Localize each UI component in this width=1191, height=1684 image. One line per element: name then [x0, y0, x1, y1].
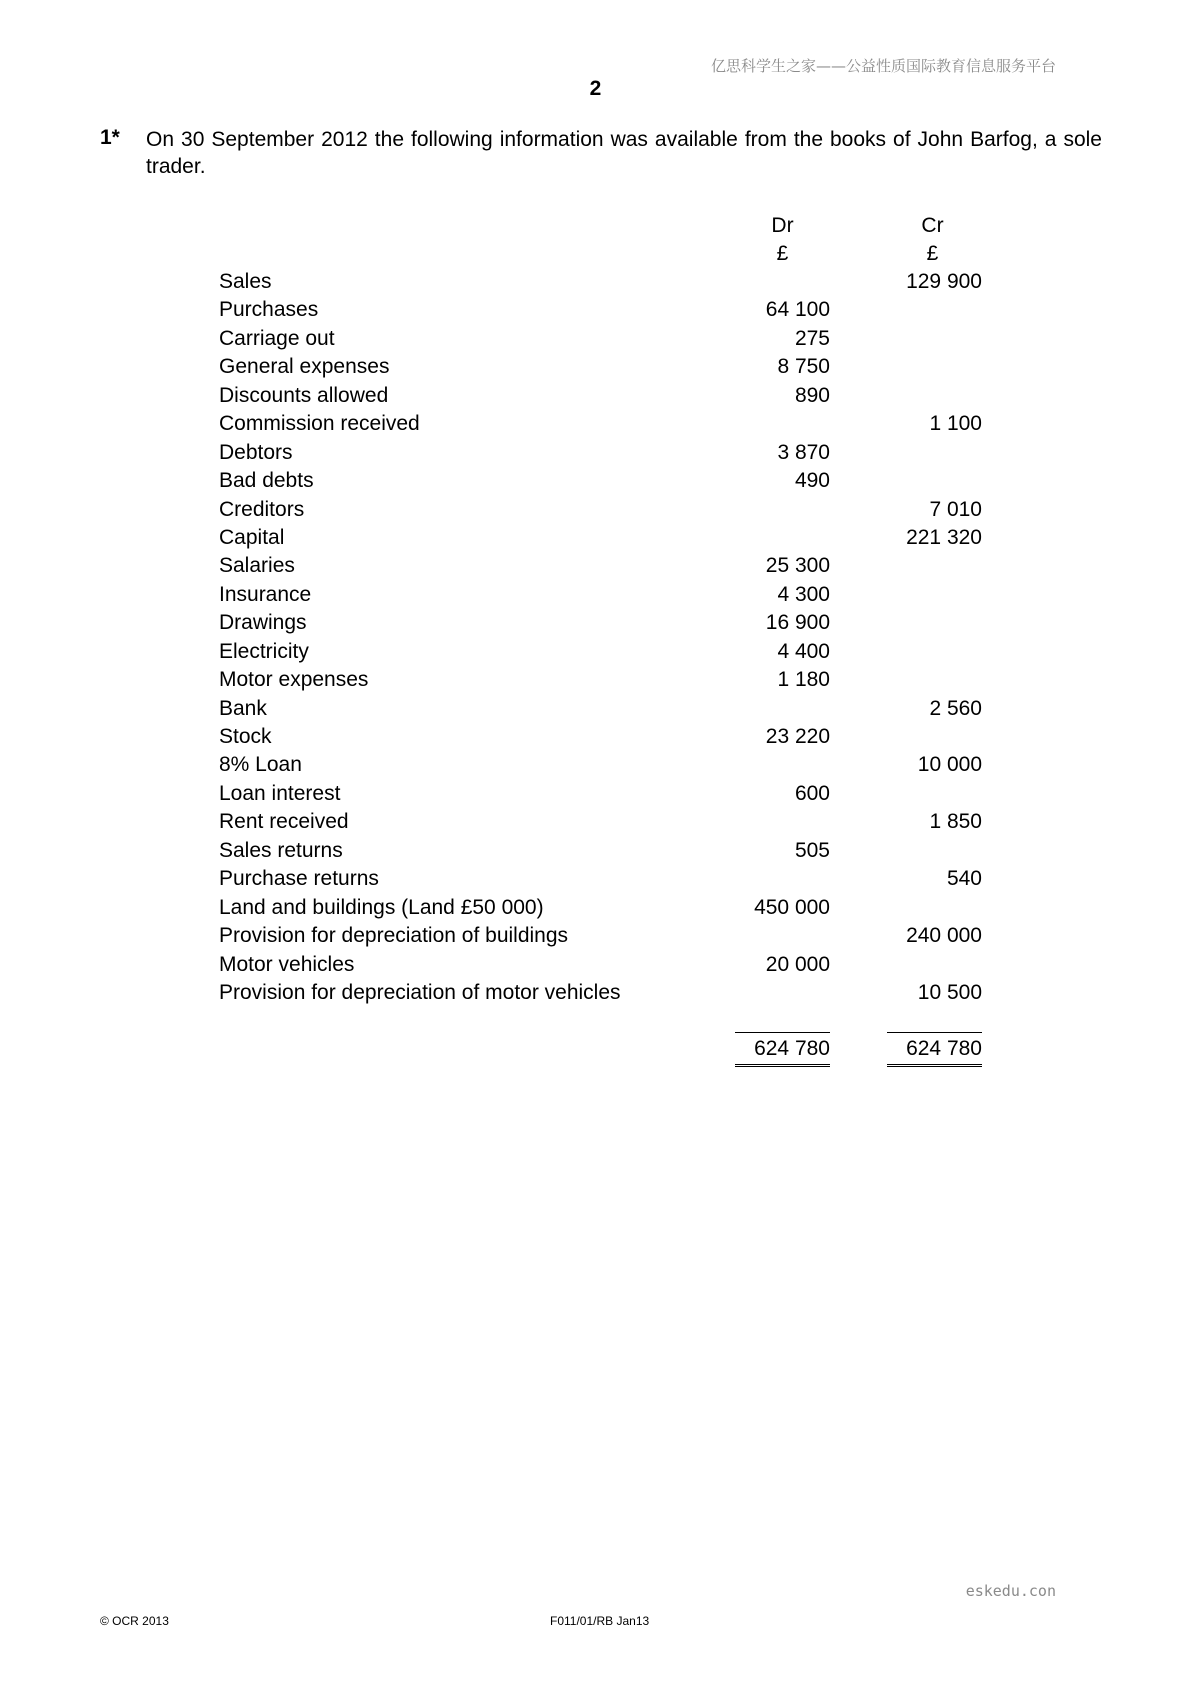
dr-amount: 600 [794, 781, 830, 805]
header-row-units [0, 240, 1191, 268]
dr-amount: 1 180 [777, 668, 830, 692]
account-label: Bank [219, 696, 267, 720]
dr-amount: 4 300 [777, 582, 830, 606]
cr-amount: 540 [946, 867, 982, 891]
table-row [0, 353, 1191, 381]
cr-amount: 1 850 [929, 810, 982, 834]
page-number: 2 [589, 77, 602, 100]
table-row [0, 723, 1191, 751]
table-row [0, 467, 1191, 495]
cr-amount: 2 560 [929, 696, 982, 720]
dr-amount: 490 [794, 469, 830, 493]
question-text: On 30 September 2012 the following information was available from the books of John Barfog, a sole trader. [146, 128, 1102, 178]
dr-amount: 505 [794, 838, 830, 862]
table-row [0, 609, 1191, 637]
account-label: Capital [219, 525, 285, 549]
account-label: Purchases [219, 298, 319, 322]
site-mark: eskedu.con [965, 1582, 1056, 1600]
table-row [0, 894, 1191, 922]
table-row [0, 837, 1191, 865]
cr-amount: 221 320 [906, 525, 982, 549]
account-label: Electricity [219, 639, 309, 663]
account-label: Loan interest [219, 781, 341, 805]
account-label: Stock [219, 725, 272, 748]
dr-amount: 20 000 [765, 952, 830, 976]
table-row [0, 638, 1191, 666]
cr-amount: 129 900 [906, 270, 982, 293]
table-row [0, 552, 1191, 580]
cr-total: 624 780 [887, 1032, 982, 1067]
account-label: Salaries [219, 554, 295, 578]
paper-code: F011/01/RB Jan13 [550, 1614, 650, 1628]
table-row [0, 780, 1191, 808]
account-label: General expenses [219, 355, 390, 379]
account-label: Insurance [219, 582, 312, 606]
table-row [0, 751, 1191, 779]
dr-amount: 23 220 [765, 725, 830, 748]
dr-amount: 16 900 [765, 611, 830, 635]
account-label: Provision for depreciation of buildings [219, 924, 569, 948]
account-label: Debtors [219, 440, 293, 464]
table-row [0, 666, 1191, 694]
account-label: Discounts allowed [219, 383, 389, 407]
question-number: 1* [100, 126, 120, 149]
copyright-text: © OCR 2013 [100, 1614, 169, 1628]
dr-header: Dr [771, 214, 794, 237]
cr-amount: 10 000 [917, 753, 982, 777]
dr-amount: 275 [794, 326, 830, 350]
table-row [0, 951, 1191, 979]
table-row [0, 296, 1191, 324]
cr-amount: 240 000 [906, 924, 982, 948]
cr-amount: 10 500 [917, 980, 982, 1004]
table-row [0, 865, 1191, 893]
table-row [0, 922, 1191, 950]
account-label: Commission received [219, 412, 420, 436]
account-label: Carriage out [219, 326, 335, 350]
account-label: 8% Loan [219, 753, 302, 777]
dr-amount: 4 400 [777, 639, 830, 663]
trial-balance [0, 212, 1191, 1007]
account-label: Motor expenses [219, 668, 369, 692]
table-row [0, 695, 1191, 723]
account-label: Creditors [219, 497, 305, 521]
table-row [0, 268, 1191, 296]
account-label: Provision for depreciation of motor vehicles [219, 980, 621, 1004]
dr-amount: 3 870 [777, 440, 830, 464]
account-label: Land and buildings (Land £50 000) [219, 895, 544, 919]
account-label: Purchase returns [219, 867, 379, 891]
table-row [0, 382, 1191, 410]
header-row-sides [0, 212, 1191, 240]
account-label: Rent received [219, 810, 349, 834]
totals-row [0, 1032, 1191, 1062]
dr-amount: 64 100 [765, 298, 830, 322]
dr-unit: £ [776, 242, 789, 265]
table-row [0, 496, 1191, 524]
watermark-text: 亿思科学生之家——公益性质国际教育信息服务平台 [710, 57, 1056, 75]
account-label: Bad debts [219, 469, 314, 493]
cr-amount: 7 010 [929, 497, 982, 521]
table-row [0, 979, 1191, 1007]
dr-total: 624 780 [735, 1032, 830, 1067]
cr-amount: 1 100 [929, 412, 982, 436]
account-label: Sales returns [219, 838, 343, 862]
dr-amount: 450 000 [754, 895, 830, 919]
table-row [0, 439, 1191, 467]
cr-header: Cr [921, 214, 944, 237]
account-label: Motor vehicles [219, 952, 355, 976]
dr-amount: 25 300 [765, 554, 830, 578]
account-label: Drawings [219, 611, 307, 635]
trial-balance-rows [0, 268, 1191, 1007]
table-row [0, 524, 1191, 552]
table-row [0, 808, 1191, 836]
table-row [0, 581, 1191, 609]
table-row [0, 325, 1191, 353]
cr-unit: £ [926, 242, 939, 265]
table-row [0, 410, 1191, 438]
account-label: Sales [219, 270, 272, 293]
dr-amount: 890 [794, 383, 830, 407]
dr-amount: 8 750 [777, 355, 830, 379]
